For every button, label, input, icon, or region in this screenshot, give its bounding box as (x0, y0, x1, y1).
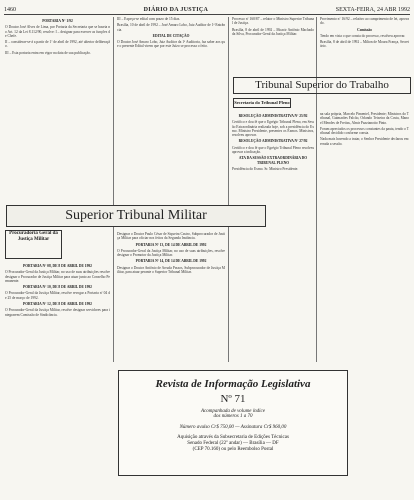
revista-title: Revista de Informação Legislativa (155, 378, 311, 390)
section-banner-title: Superior Tribunal Militar (65, 208, 207, 223)
paragraph: O Doutor José Alves de Lima, por Portaria da Secretaria que se baseia no Art. 12 da Lei 8.112/90, resolve: I – designar para exercer as funções de Chefe. (5, 25, 110, 38)
edital-heading: EDITAL DE CITAÇÃO (152, 33, 190, 38)
paragraph: Provimento nº 16/92 – relativo ao cumprimento de lei, aprovado. (320, 17, 409, 26)
paragraph: Foram apreciados os processos constantes da pauta, tendo o Tribunal decidido conforme consta. (320, 126, 409, 136)
procuradoria-title: Procuradoria Geral da Justiça Militar (9, 231, 58, 242)
paragraph: II – considerar-se-á a partir de 1º de abril de 1992, até ulterior deliberação. (5, 40, 110, 49)
paragraph: III – Esta portaria entra em vigor na data de sua publicação. (5, 50, 91, 55)
paragraph: Processo nº 160/87 – relator o Ministro Superior Tribunal de Justiça. (232, 17, 314, 26)
revista-order-line: (CEP 70.160) ou pelo Reembolso Postal (192, 447, 274, 452)
paragraph: O Procurador-Geral da Justiça Militar, resolve revogar a Portaria nº 04 de 25 de março de 1992. (5, 291, 110, 300)
column-2-bottom (117, 232, 225, 276)
paragraph: O Procurador-Geral da Justiça Militar, no uso de suas atribuições resolve designar o Procurador de Justiça Militar para atuar junto ao Conselho Permanente. (5, 270, 110, 283)
revista-number: Nº 71 (220, 393, 246, 405)
paragraph: Brasília, 8 de abril de 1992 – Milton de Moura França, Secretário. (320, 40, 409, 49)
revista-subtitle: Acompanhada de volume índice (200, 409, 265, 414)
column-4-bottom (320, 112, 409, 148)
paragraph: O Procurador-Geral da Justiça Militar, no uso de suas atribuições, resolve designar o Promotor da Justiça Militar. (117, 248, 225, 258)
paragraph: O Procurador-Geral da Justiça Militar, resolve designar servidores para integrarem Comissão de Sindicância. (5, 308, 110, 317)
page-header (4, 5, 410, 15)
revista-subtitle-2: dos números 1 a 70 (213, 414, 253, 419)
paragraph: Tendo em vista o que consta do processo, resolveu aprovar. (320, 33, 406, 38)
revista-advertisement (118, 370, 348, 476)
portaria-heading: PORTARIA Nº 14, DE 14 DE ABRIL DE 1992 (135, 259, 207, 264)
portaria-heading: PORTARIA Nº 08, DE 8 DE ABRIL DE 1992 (23, 264, 92, 268)
portaria-heading: PORTARIA Nº 1/92 (42, 19, 73, 23)
column-3-top (232, 17, 314, 38)
column-1-bottom (5, 262, 110, 319)
paragraph: III – Expeça-se edital com prazo de 15 dias. (117, 17, 181, 21)
portaria-heading: PORTARIA Nº 10, DE 8 DE ABRIL DE 1992 (23, 285, 92, 290)
paragraph: Nada mais havendo a tratar, o Senhor Presidente declarou encerrada a sessão. (320, 137, 409, 146)
paragraph: Designar o Doutor Antônio de Arruda Passos, Subprocurador de Justiça Militar, para atuar perante o Superior Tribunal Militar. (117, 265, 225, 275)
paragraph: Certifico e dou fé que o Egrégio Tribunal Pleno, em Sessão Extraordinária realizada hoje, sob a presidência do Exmo. Ministro Presidente, presentes os Exmos. Ministros, resolveu aprovar. (232, 120, 314, 138)
revista-order-line: Senado Federal (22º andar) — Brasília — DF (187, 441, 279, 446)
section-banner-tst (233, 77, 411, 94)
paragraph: Certifico e dou fé que o Egrégio Tribunal Pleno resolveu aprovar a indicação. (232, 145, 314, 155)
section-banner-title: Tribunal Superior do Trabalho (255, 79, 389, 91)
portaria-heading: PORTARIA Nº 12, DE 8 DE ABRIL DE 1992 (23, 302, 92, 307)
column-3-bottom (232, 112, 314, 173)
paragraph: Designar o Doutor Paulo César de Siqueira Castro, Subprocurador de Justiça Militar para oficiar nos feitos da Segunda Instância. (117, 232, 225, 241)
column-1-top (5, 17, 110, 57)
column-4-top (320, 17, 409, 51)
page-number: 1460 (4, 6, 16, 13)
column-rule (228, 17, 229, 362)
secretaria-title: Secretaria do Tribunal Pleno (234, 100, 290, 105)
revista-order-line: Aquisição através da Subsecretaria de Edições Técnicas (177, 435, 289, 440)
procuradoria-box (5, 230, 62, 259)
paragraph: Brasília, 8 de abril de 1992 – Moacir Antônio Machado da Silva, Procurador-Geral da Justiça Militar. (232, 27, 314, 36)
portaria-heading: PORTARIA Nº 13, DE 14 DE ABRIL DE 1992 (135, 242, 207, 247)
section-banner-stm (6, 205, 266, 227)
publication-title: DIÁRIO DA JUSTIÇA (143, 6, 209, 13)
column-rule (316, 17, 317, 362)
paragraph: O Doutor José Amaro Lobo, Juiz Auditor da 1ª Auditoria, faz saber aos que o presente Edital virem que por este Juízo se processa o feito. (117, 40, 225, 49)
column-2-top (117, 17, 225, 51)
paragraph: Presidência do Exmo. Sr. Ministro Presidente. (232, 166, 299, 171)
publication-date: SEXTA-FEIRA, 24 ABR 1992 (335, 6, 410, 13)
paragraph: Brasília, 10 de abril de 1992 – José Amaro Lobo, Juiz Auditor de 1ª Entrância. (117, 23, 225, 32)
comissao-heading: Comissão (357, 27, 372, 32)
resolucao-heading: RESOLUÇÃO ADMINISTRATIVA Nº 25/92 (238, 114, 308, 118)
paragraph: na sala própria, Marcelo Pimentel, Presidente; Ministros do Tribunal, Guimarães Falcão, Orlando Teixeira da Costa, Manoel Mendes de Freitas, Almir Pazzianotto Pinto. (320, 112, 409, 125)
resolucao-heading: RESOLUÇÃO ADMINISTRATIVA Nº 27/92 (238, 139, 308, 144)
column-rule (113, 17, 114, 362)
revista-price: Número avulso Cr$ 750,00 — Assinatura Cr$ 960,00 (179, 425, 287, 430)
ata-heading: ATA DA SESSÃO EXTRAORDINÁRIA DO TRIBUNAL PLENO (238, 156, 308, 165)
secretaria-box (233, 98, 291, 108)
